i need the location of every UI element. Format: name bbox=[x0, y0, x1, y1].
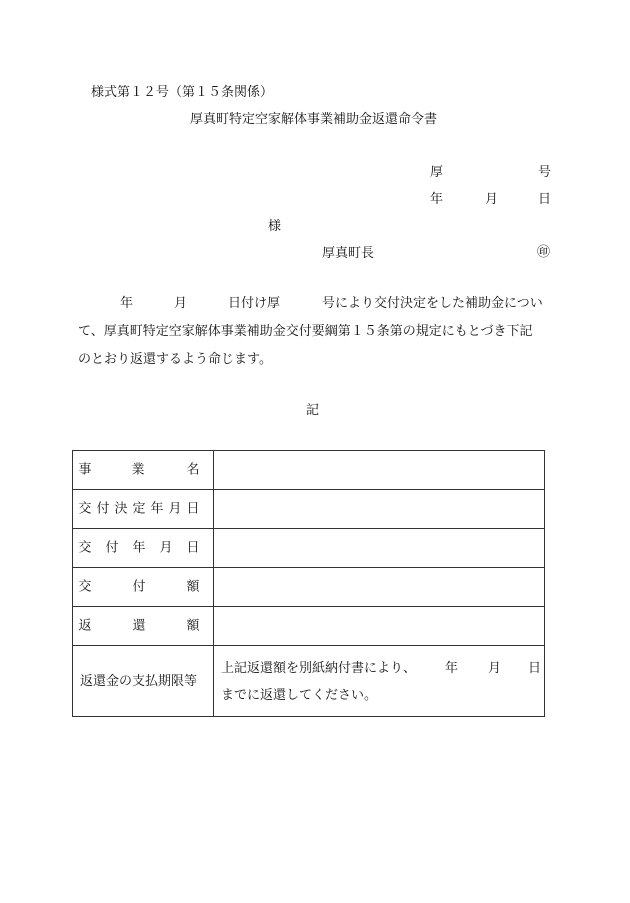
label-char: 額 bbox=[186, 618, 200, 634]
label-char: 日 bbox=[186, 540, 200, 556]
grant-amount-value[interactable] bbox=[214, 568, 545, 607]
body-year: 年 bbox=[120, 296, 134, 311]
table-row bbox=[73, 607, 545, 646]
deadline-year: 年 bbox=[445, 661, 459, 676]
label-char: 付 bbox=[105, 540, 119, 556]
document-number-prefix: 厚 bbox=[430, 165, 444, 180]
deadline-line1: 上記返還額を別紙納付書により、 bbox=[221, 661, 417, 676]
document-title: 厚真町特定空家解体事業補助金返還命令書 bbox=[190, 112, 438, 127]
table-row bbox=[73, 451, 545, 490]
label-char: 年 bbox=[150, 501, 164, 517]
label-char: 付 bbox=[96, 501, 110, 517]
label-char: 額 bbox=[186, 579, 200, 595]
row-label-business-name bbox=[73, 451, 214, 490]
deadline-day: 日 bbox=[528, 661, 542, 676]
body-month: 月 bbox=[174, 296, 188, 311]
label-char: 名 bbox=[186, 462, 200, 478]
label-char: 定 bbox=[132, 501, 146, 517]
label-char: 交 bbox=[78, 540, 92, 556]
payment-deadline-value bbox=[214, 646, 545, 717]
row-label-payment-deadline bbox=[73, 646, 214, 717]
row-label-grant-amount bbox=[73, 568, 214, 607]
form-number: 様式第１２号（第１５条関係） bbox=[91, 85, 274, 100]
body-paragraph-line-3: のとおり返還するよう命じます。 bbox=[78, 352, 272, 367]
grant-date-value[interactable] bbox=[214, 529, 545, 568]
issue-date-month: 月 bbox=[485, 192, 499, 207]
ki-heading: 記 bbox=[306, 403, 320, 418]
label-char: 返 bbox=[78, 618, 92, 634]
row-label-grant-date bbox=[73, 529, 214, 568]
deadline-line2: までに返還してください。 bbox=[221, 688, 378, 703]
row-label-return-amount bbox=[73, 607, 214, 646]
body-dated: 日付け厚 bbox=[228, 296, 281, 311]
issuer-name: 厚真町長 bbox=[322, 246, 375, 261]
table-row bbox=[73, 529, 545, 568]
business-name-value[interactable] bbox=[214, 451, 545, 490]
label-char: 月 bbox=[168, 501, 182, 517]
label-char: 決 bbox=[114, 501, 128, 517]
decision-date-value[interactable] bbox=[214, 490, 545, 529]
label-char: 業 bbox=[131, 462, 145, 478]
issue-date-day: 日 bbox=[538, 192, 552, 207]
body-paragraph-line-2: て、厚真町特定空家解体事業補助金交付要綱第１５条第の規定にもとづき下記 bbox=[78, 324, 533, 339]
table-row bbox=[73, 646, 545, 717]
details-table bbox=[72, 450, 545, 717]
label-char: 月 bbox=[159, 540, 173, 556]
table-row bbox=[73, 568, 545, 607]
label-char: 年 bbox=[132, 540, 146, 556]
deadline-month: 月 bbox=[488, 661, 502, 676]
table-row bbox=[73, 490, 545, 529]
label-char: 付 bbox=[132, 579, 146, 595]
document-number-suffix: 号 bbox=[538, 165, 552, 180]
return-amount-value[interactable] bbox=[214, 607, 545, 646]
payment-deadline-label: 返還金の支払期限等 bbox=[80, 673, 198, 689]
label-char: 事 bbox=[78, 462, 92, 478]
label-char: 交 bbox=[78, 579, 92, 595]
issue-date-year: 年 bbox=[430, 192, 444, 207]
label-char: 日 bbox=[186, 501, 200, 517]
body-line1-rest: 号により交付決定をした補助金につい bbox=[322, 296, 543, 311]
label-char: 交 bbox=[78, 501, 92, 517]
seal-mark: ㊞ bbox=[537, 245, 551, 260]
payment-deadline-text bbox=[214, 646, 544, 716]
recipient-honorific: 様 bbox=[268, 219, 282, 234]
label-char: 還 bbox=[132, 618, 146, 634]
row-label-decision-date bbox=[73, 490, 214, 529]
